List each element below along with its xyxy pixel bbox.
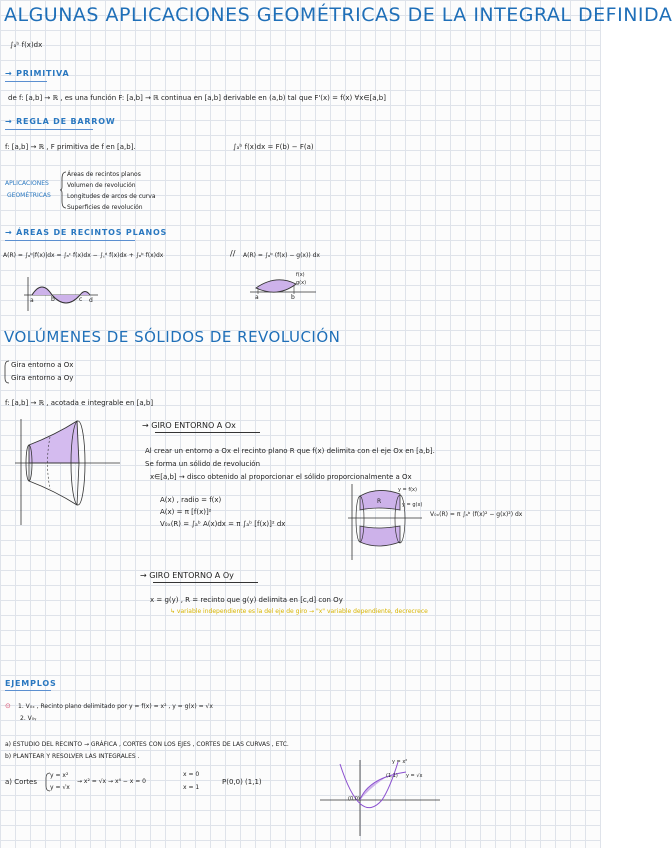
giro-ox-underline (155, 432, 260, 433)
sketch1-label-c: c (79, 296, 83, 303)
graph-label-sqrt: y = √x (406, 773, 423, 779)
giro-oy-note: ↳ variable independiente es la del eje de giro → "x" variable dependiente, decrecrece (170, 608, 428, 615)
areas-formula-1: A(R) = ∫ₐᵇ|f(x)|dx = ∫ₐᶜ f(x)dx − ∫꜀ᵈ f(x)dx + ∫ₐᵇ f(x)dx (3, 252, 164, 259)
giro-oy-text: x = g(y) , R = recinto que g(y) delimita en [c,d] con Oy (150, 596, 343, 604)
step-a: a) ESTUDIO DEL RECINTO → GRÁFICA , CORTES CON LOS EJES , CORTES DE LAS CURVAS , ETC. (5, 741, 289, 748)
washer-sketch (348, 484, 423, 564)
giro-oy-heading: → GIRO ENTORNO A Oy (140, 571, 234, 580)
cortes-root-2: x = 1 (183, 784, 200, 791)
sketch2-label-a: a (255, 294, 259, 301)
ejemplos-underline (5, 690, 51, 691)
geometricas-label: GEOMÉTRICAS (7, 192, 51, 199)
barrow-heading: → REGLA DE BARROW (5, 117, 116, 126)
example-marker-icon: ⊙ (5, 702, 11, 710)
washer-label-gx: y = g(x) (402, 502, 423, 508)
aplicacion-item-volumen: Volumen de revolución (67, 182, 136, 189)
primitiva-underline (5, 81, 47, 82)
volumenes-title: VOLÚMENES DE SÓLIDOS DE REVOLUCIÓN (4, 328, 341, 346)
giro-ox-formula-1: A(x) , radio = f(x) (160, 496, 222, 504)
areas-formula-2: A(R) = ∫ₐᵇ (f(x) − g(x)) dx (243, 252, 320, 259)
area-sketch-sign (24, 275, 104, 315)
barrow-underline (5, 129, 93, 130)
aplicacion-item-longitudes: Longitudes de arcos de curva (67, 193, 156, 200)
graph-label-x2: y = x² (392, 759, 408, 765)
graph-label-point-11: (1,1) (386, 773, 398, 779)
giro-ox-text-2: Se forma un sólido de revolución (145, 460, 261, 468)
giro-ox-text-1: Al crear un entorno a Ox el recinto plano R que f(x) delimita con el eje Ox en [a,b]. (145, 447, 435, 455)
barrow-text: f: [a,b] → ℝ , F primitiva de f en [a,b]. (5, 143, 136, 151)
gira-oy: Gira entorno a Oy (11, 374, 74, 382)
solid-revolution-sketch (15, 415, 125, 530)
cortes-equation: → x² = √x → x⁴ − x = 0 (77, 778, 146, 785)
giro-oy-underline (153, 582, 258, 583)
integral-definition: ∫ₐᵇ f(x)dx (10, 41, 43, 49)
sketch2-label-fx: f(x) (296, 272, 305, 278)
giro-ox-formula-2: A(x) = π [f(x)]² (160, 508, 212, 516)
washer-label-fx: y = f(x) (398, 487, 417, 493)
cortes-points: P(0,0) (1,1) (222, 778, 262, 786)
page-title: ALGUNAS APLICACIONES GEOMÉTRICAS DE LA INTEGRAL DEFINIDA (4, 4, 672, 26)
aplicacion-item-superficies: Superficies de revolución (67, 204, 143, 211)
areas-heading: → ÁREAS DE RECINTOS PLANOS (5, 228, 168, 237)
barrow-formula: ∫ₐᵇ f(x)dx = F(b) − F(a) (233, 143, 314, 151)
step-b: b) PLANTEAR Y RESOLVER LAS INTEGRALES . (5, 753, 140, 760)
sketch1-label-a: a (30, 297, 34, 304)
washer-formula: V₀ₓ(R) = π ∫ₐᵇ (f(x)² − g(x)²) dx (430, 511, 523, 518)
areas-underline (5, 240, 135, 241)
giro-ox-formula-3: V₀ₓ(R) = ∫ₐᵇ A(x)dx = π ∫ₐᵇ [f(x)]² dx (160, 520, 286, 528)
graph-label-origin: (0,0) (348, 796, 360, 802)
aplicaciones-label: APLICACIONES (5, 180, 49, 187)
gira-ox: Gira entorno a Ox (11, 361, 74, 369)
cortes-label: a) Cortes (5, 778, 37, 786)
washer-label-r: R (377, 498, 382, 505)
area-sketch-between (250, 272, 320, 302)
giro-ox-heading: → GIRO ENTORNO A Ox (142, 421, 236, 430)
cortes-system-2: y = √x (50, 784, 70, 791)
aplicacion-item-areas: Áreas de recintos planos (67, 171, 141, 178)
volumen-function: f: [a,b] → ℝ , acotada e integrable en [a,b] (5, 399, 154, 407)
cortes-root-1: x = 0 (183, 771, 200, 778)
ejemplos-heading: EJEMPLOS (5, 679, 57, 688)
example-1: 1. V₀ₓ , Recinto plano delimitado por y = f(x) = x² , y = g(x) = √x (18, 703, 213, 710)
example-graph (320, 760, 450, 840)
primitiva-heading: → PRIMITIVA (5, 69, 70, 78)
giro-ox-text-3: x∈[a,b] → disco obtenido al proporcionar el sólido proporcionalmente a Ox (150, 473, 412, 481)
sketch1-label-b: b (51, 296, 55, 303)
example-2: 2. V₀ᵧ (20, 715, 37, 722)
sketch2-label-b: b (291, 294, 295, 301)
primitiva-text: de f: [a,b] → ℝ , es una función F: [a,b] → ℝ continua en [a,b] derivable en (a,b) tal que F'(x) = f(x) ∀x∈[a,b] (8, 94, 386, 102)
sketch1-label-d: d (89, 297, 93, 304)
sketch2-label-gx: g(x) (296, 280, 307, 286)
gira-brace (4, 360, 10, 384)
cortes-system-1: y = x² (50, 772, 69, 779)
areas-separator: // (230, 249, 236, 258)
